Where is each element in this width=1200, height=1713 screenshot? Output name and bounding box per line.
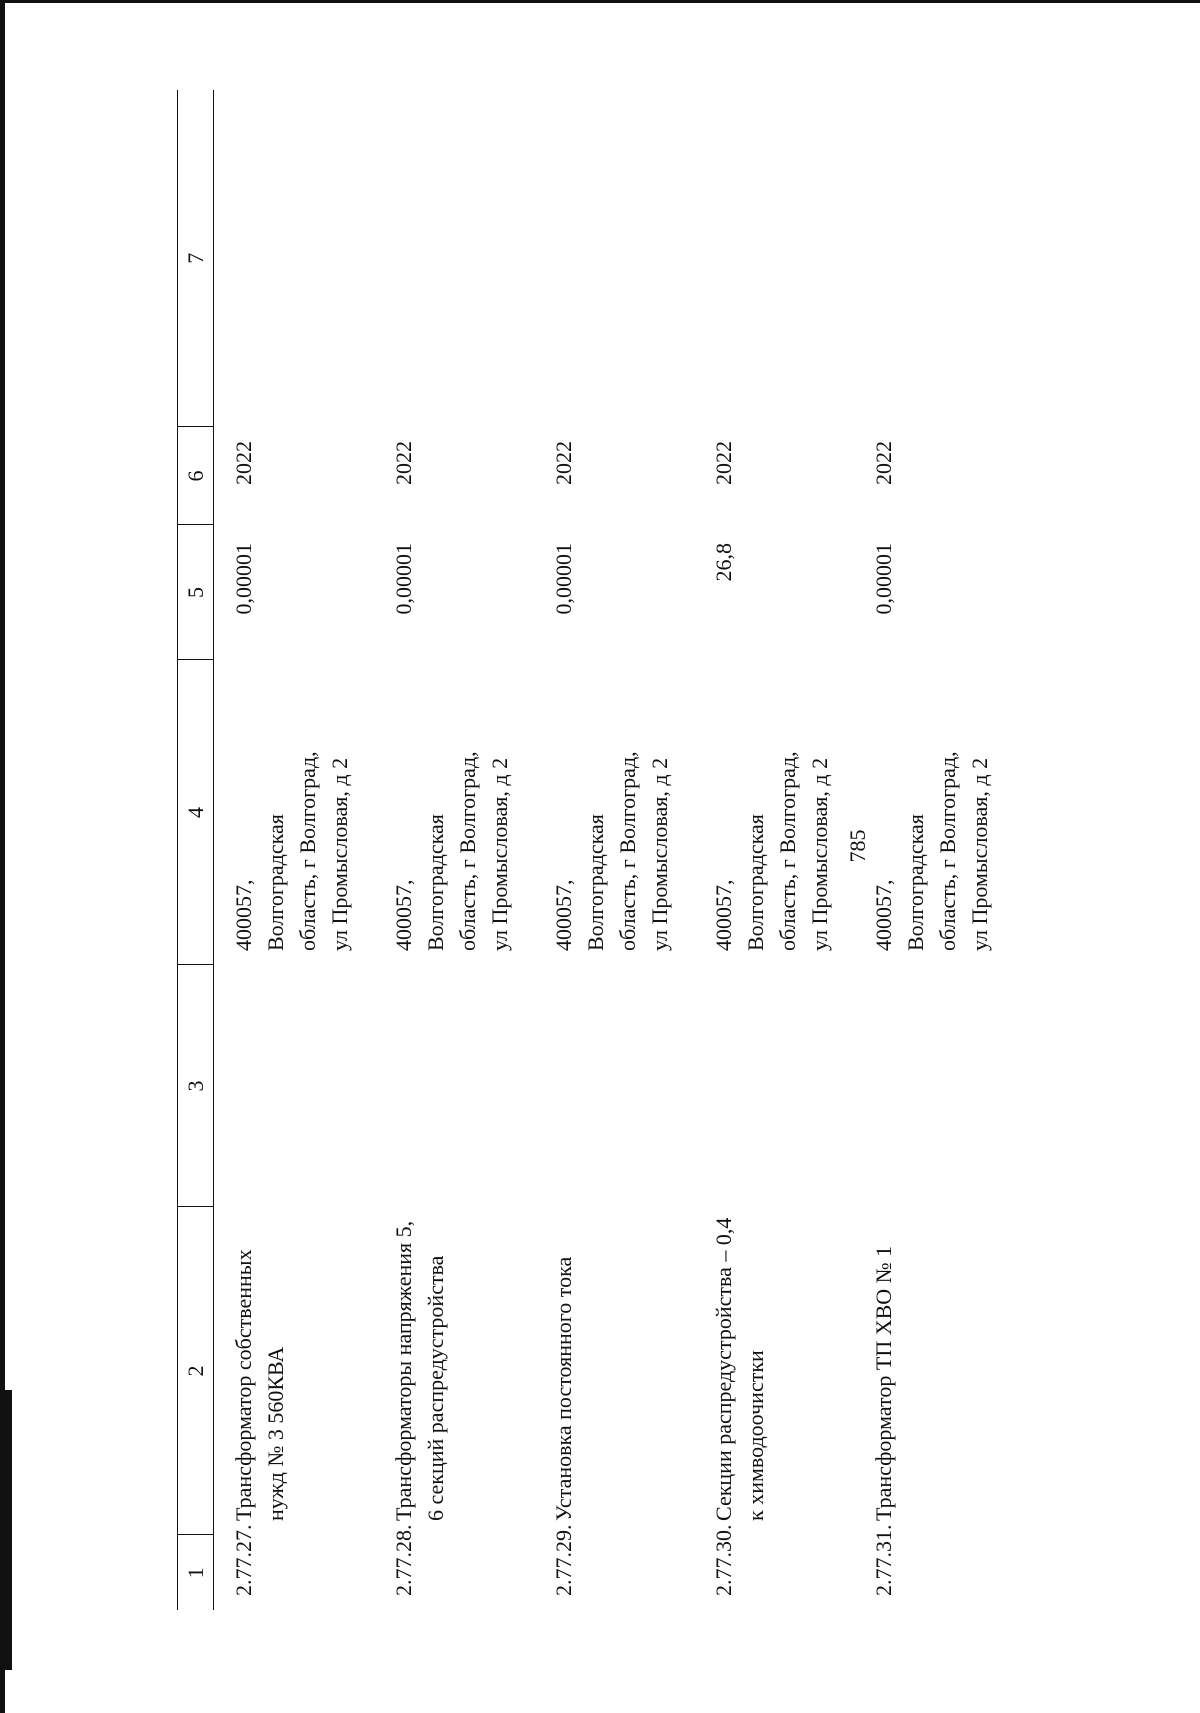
header-row: [178, 90, 214, 1610]
row-number: 2.77.27.: [231, 1524, 256, 1596]
table-row: [854, 90, 1028, 1610]
row-number: 2.77.28.: [391, 1524, 416, 1596]
year-cell: 2022: [711, 441, 736, 485]
data-table: [177, 90, 1028, 1610]
table-row: [214, 90, 375, 1610]
scan-edge-left-lower: [0, 1390, 12, 1670]
object-name: Установка постоянного тока: [551, 1256, 576, 1521]
object-name: Трансформаторы напряжения 5, 6 секций распредустройства: [391, 1220, 448, 1521]
column-7-cell: [854, 90, 1028, 427]
column-3-cell: [374, 965, 534, 1207]
object-name: Секции распредустройства – 0,4 к химводоочистки: [711, 1217, 768, 1521]
row-number: 2.77.29.: [551, 1524, 576, 1596]
header-cell: 1: [178, 1535, 214, 1610]
column-7-cell: [374, 90, 534, 427]
year-cell: 2022: [551, 441, 576, 485]
row-number: 2.77.31.: [871, 1524, 896, 1596]
header-cell: 6: [178, 427, 214, 525]
header-cell: 4: [178, 660, 214, 965]
table-container: [177, 90, 1057, 1610]
address-cell: 400057, Волгоградская область, г Волгоград, ул Промысловая, д 2: [871, 751, 992, 951]
page-number: 785: [845, 829, 870, 863]
scan-edge-top: [0, 0, 1200, 3]
object-name: Трансформатор собственных нужд № 3 560КВА: [231, 1249, 288, 1521]
column-3-cell: [694, 965, 854, 1207]
address-cell: 400057, Волгоградская область, г Волгоград, ул Промысловая, д 2: [711, 751, 832, 951]
year-cell: 2022: [391, 441, 416, 485]
table-row: [694, 90, 854, 1610]
address-cell: 400057, Волгоградская область, г Волгоград, ул Промысловая, д 2: [551, 751, 672, 951]
object-name: Трансформатор ТП ХВО № 1: [871, 1245, 896, 1521]
value-cell: 0,00001: [231, 543, 256, 615]
column-3-cell: [854, 965, 1028, 1207]
value-cell: 0,00001: [551, 543, 576, 615]
header-cell: 7: [178, 90, 214, 427]
table-row: [374, 90, 534, 1610]
header-cell: 2: [178, 1207, 214, 1535]
header-cell: 5: [178, 525, 214, 660]
address-cell: 400057, Волгоградская область, г Волгоград, ул Промысловая, д 2: [391, 751, 512, 951]
column-3-cell: [534, 965, 694, 1207]
value-cell: 0,00001: [391, 543, 416, 615]
table-row: [534, 90, 694, 1610]
value-cell: 26,8: [711, 543, 736, 582]
row-number: 2.77.30.: [711, 1524, 736, 1596]
column-7-cell: [534, 90, 694, 427]
column-7-cell: [694, 90, 854, 427]
column-7-cell: [214, 90, 375, 427]
value-cell: 0,00001: [871, 543, 896, 615]
column-3-cell: [214, 965, 375, 1207]
year-cell: 2022: [231, 441, 256, 485]
year-cell: 2022: [871, 441, 896, 485]
header-cell: 3: [178, 965, 214, 1207]
address-cell: 400057, Волгоградская область, г Волгоград, ул Промысловая, д 2: [231, 751, 352, 951]
